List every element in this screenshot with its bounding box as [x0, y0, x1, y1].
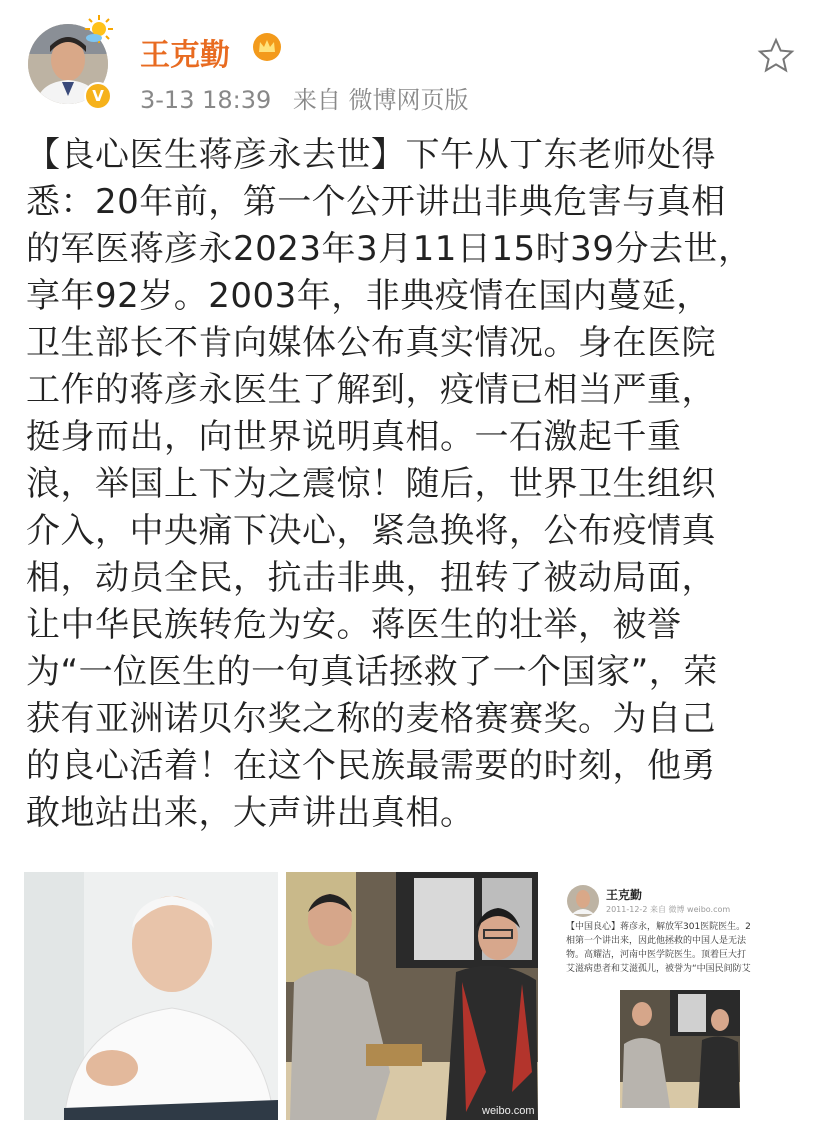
post-line: 为“一位医生的一句真话拯救了一个国家”，荣	[26, 652, 718, 692]
photo-watermark: weibo.com	[482, 1105, 535, 1117]
mini-line: 【中国良心】蒋彦永，解放军301医院医生。2	[566, 922, 751, 932]
post-line: 相，动员全民，抗击非典，扭转了被动局面，	[26, 558, 716, 598]
post-line: 卫生部长不肯向媒体公布真实情况。身在医院	[26, 323, 716, 363]
mini-line: 艾滋病患者和艾滋孤儿，被誉为“中国民间防艾	[566, 964, 751, 974]
username[interactable]: 王克勤	[140, 38, 230, 73]
sun-icon	[84, 14, 114, 44]
mini-line: 物。高耀洁，河南中医学院医生。顶着巨大打	[566, 950, 747, 960]
avatar-container[interactable]	[28, 24, 112, 108]
post-line: 获有亚洲诺贝尔奖之称的麦格赛赛奖。为自己	[26, 699, 716, 739]
verified-icon: V	[84, 82, 112, 110]
mini-avatar	[566, 884, 600, 918]
post-line: 敢地站出来，大声讲出真相。	[26, 793, 475, 833]
mini-photo	[620, 990, 740, 1108]
post-header	[0, 0, 822, 120]
post-meta	[140, 80, 483, 115]
mini-meta	[606, 904, 730, 915]
post-line: 介入，中央痛下决心，紧急换将，公布疫情真	[26, 511, 716, 551]
mini-author: 王克勤	[606, 888, 643, 902]
post-line: 让中华民族转危为安。蒋医生的壮举，被誉	[26, 605, 682, 645]
post-line: 工作的蒋彦永医生了解到，疫情已相当严重，	[26, 370, 716, 410]
embedded-screenshot[interactable]	[560, 872, 800, 1120]
mini-source: 来自 微博 weibo.com	[649, 905, 731, 914]
post-line: 悉：20年前，第一个公开讲出非典危害与真相	[26, 182, 726, 222]
post-line: 的军医蒋彦永2023年3月11日15时39分去世，	[26, 229, 753, 269]
photo-portrait[interactable]	[24, 872, 278, 1120]
mini-line: 相第一个讲出来，因此他拯救的中国人是无法	[566, 936, 747, 946]
post-line: 浪，举国上下为之震惊！随后，世界卫生组织	[26, 464, 716, 504]
star-icon[interactable]	[756, 36, 796, 76]
photo-two-people[interactable]	[286, 872, 538, 1120]
post-line: 的良心活着！在这个民族最需要的时刻，他勇	[26, 746, 716, 786]
mini-time: 2011-12-2	[606, 905, 648, 914]
post-line: 挺身而出，向世界说明真相。一石激起千重	[26, 417, 682, 457]
post-line: 享年92岁。2003年，非典疫情在国内蔓延，	[26, 276, 711, 316]
post-time[interactable]: 3-13 18:39	[140, 86, 272, 114]
photo-grid	[24, 872, 800, 1120]
post-body	[26, 132, 806, 837]
crown-icon	[252, 32, 282, 62]
post-source: 来自 微博网页版	[292, 86, 469, 114]
post-line: 【良心医生蒋彦永去世】下午从丁东老师处得	[26, 135, 716, 175]
mini-body	[566, 920, 798, 976]
